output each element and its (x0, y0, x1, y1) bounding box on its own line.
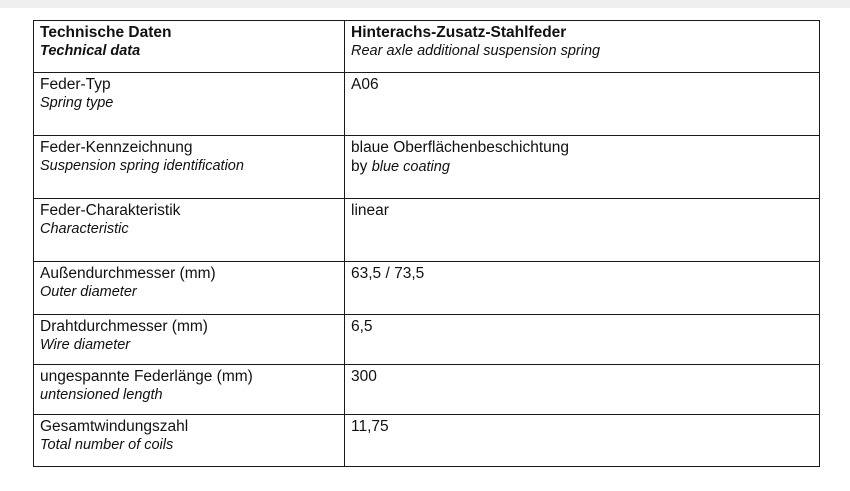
value: linear (351, 202, 389, 219)
header-product-de: Hinterachs-Zusatz-Stahlfeder (351, 24, 567, 41)
label-en: Wire diameter (40, 337, 131, 353)
value-cell (345, 315, 820, 365)
table-row-characteristic (34, 199, 820, 262)
table-row-wire-diameter (34, 315, 820, 365)
label-de: Drahtdurchmesser (mm) (40, 318, 208, 335)
value-en: blue coating (371, 159, 450, 175)
header-product-en: Rear axle additional suspension spring (351, 43, 601, 59)
value-en-line (351, 157, 813, 177)
value: 63,5 / 73,5 (351, 265, 425, 282)
label-de: ungespannte Federlänge (mm) (40, 368, 253, 385)
label-cell (34, 73, 345, 136)
table-header-row (34, 21, 820, 73)
label-cell (34, 365, 345, 415)
label-de: Außendurchmesser (mm) (40, 265, 216, 282)
top-bar (0, 0, 850, 8)
label-cell (34, 415, 345, 467)
label-cell (34, 262, 345, 315)
value-cell (345, 365, 820, 415)
value: 11,75 (351, 418, 389, 435)
value: 6,5 (351, 318, 373, 335)
header-label-en: Technical data (40, 43, 141, 59)
label-en: Characteristic (40, 221, 129, 237)
table-row-outer-diameter (34, 262, 820, 315)
value-cell (345, 136, 820, 199)
value-cell (345, 73, 820, 136)
label-cell (34, 199, 345, 262)
value: A06 (351, 76, 379, 93)
table-row-spring-identification (34, 136, 820, 199)
table-row-untensioned-length (34, 365, 820, 415)
table-row-spring-type (34, 73, 820, 136)
header-label-de: Technische Daten (40, 24, 172, 41)
label-en: Spring type (40, 95, 114, 111)
value-cell (345, 415, 820, 467)
value: 300 (351, 368, 377, 385)
header-cell-technical-data (34, 21, 345, 73)
value-prefix: by (351, 158, 368, 175)
label-de: Feder-Typ (40, 76, 111, 93)
technical-data-table (33, 20, 820, 467)
label-en: Total number of coils (40, 437, 174, 453)
header-cell-product (345, 21, 820, 73)
value-cell (345, 199, 820, 262)
label-cell (34, 315, 345, 365)
label-de: Feder-Charakteristik (40, 202, 181, 219)
value-cell (345, 262, 820, 315)
label-de: Feder-Kennzeichnung (40, 139, 193, 156)
label-en: Outer diameter (40, 284, 137, 300)
label-en: Suspension spring identification (40, 158, 244, 174)
table-row-total-coils (34, 415, 820, 467)
value: blaue Oberflächenbeschichtung (351, 139, 570, 156)
label-en: untensioned length (40, 387, 163, 403)
label-de: Gesamtwindungszahl (40, 418, 189, 435)
label-cell (34, 136, 345, 199)
